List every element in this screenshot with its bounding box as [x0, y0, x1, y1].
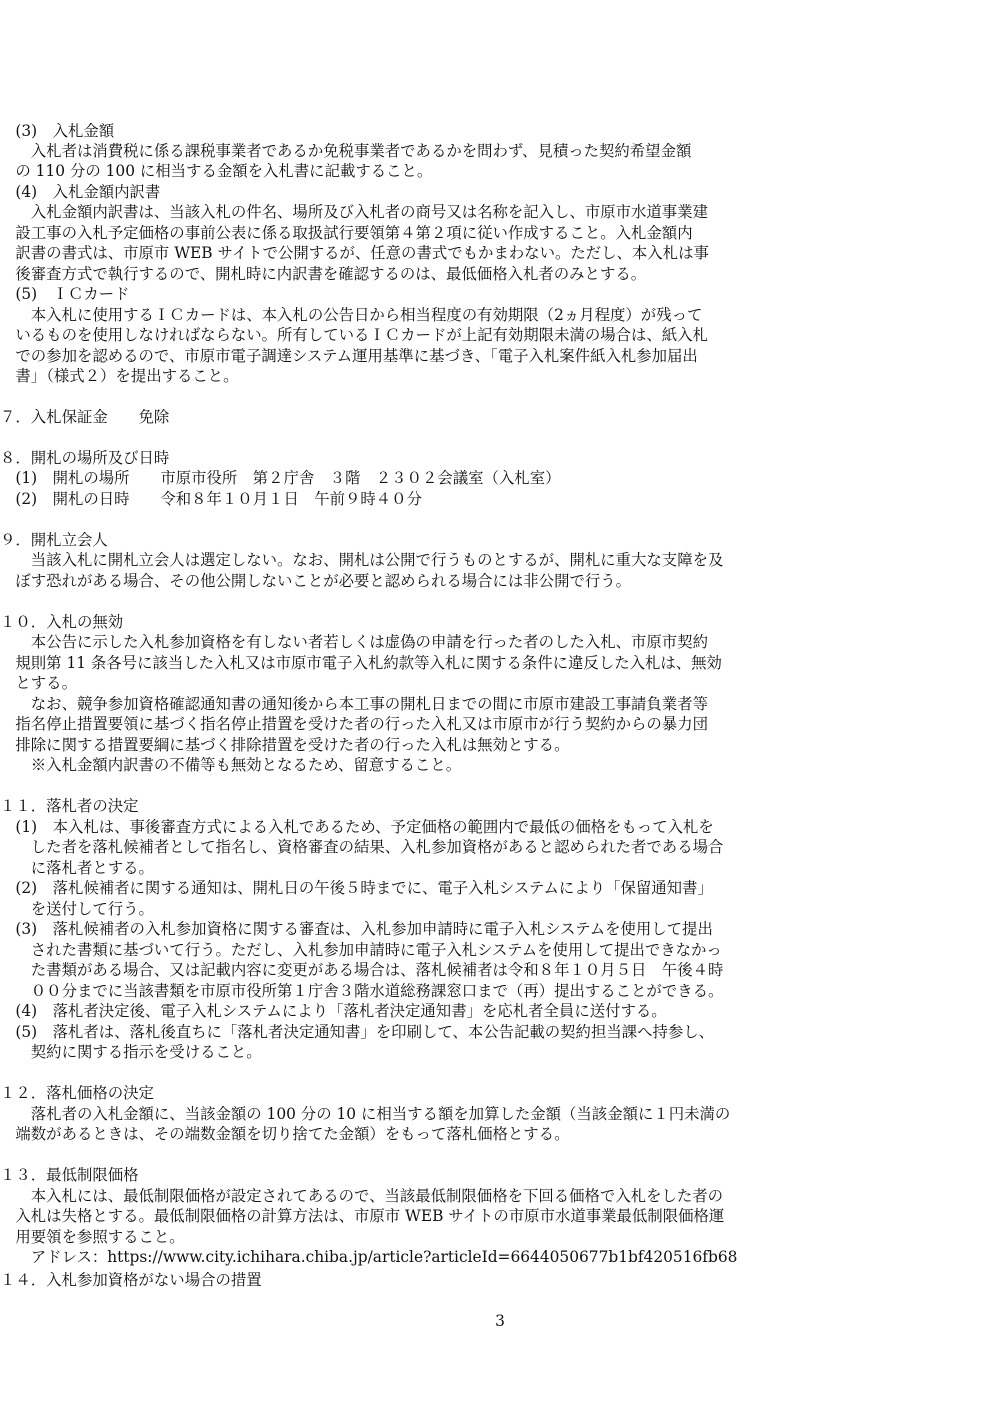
section-8-heading: ８．開札の場所及び日時 [0, 449, 170, 467]
paragraph-line: 入札金額内訳書は、当該入札の件名、場所及び入札者の商号又は名称を記入し、市原市水道事業建 [0, 203, 708, 221]
paragraph-line: に落札者とする。 [0, 859, 154, 877]
paragraph-line: 排除に関する措置要綱に基づく排除措置を受けた者の行った入札は無効とする。 [0, 736, 570, 754]
paragraph-line: た書類がある場合、又は記載内容に変更がある場合は、落札候補者は令和８年１０月５日 午後４時 [0, 961, 724, 979]
paragraph-line: (5) 落札者は、落札後直ちに「落札者決定通知書」を印刷して、本公告記載の契約担当課へ持参し、 [0, 1023, 715, 1041]
paragraph-line: なお、競争参加資格確認通知書の通知後から本工事の開札日までの間に市原市建設工事請負業者等 [0, 695, 708, 713]
paragraph-line: (1) 開札の場所 市原市役所 第２庁舎 ３階 ２３０２会議室（入札室） [0, 469, 561, 487]
paragraph-line: 後審査方式で執行するので、開札時に内訳書を確認するのは、最低価格入札者のみとする。 [0, 265, 647, 283]
paragraph-line: の 110 分の 100 に相当する金額を入札書に記載すること。 [0, 162, 433, 180]
paragraph-line: (2) 開札の日時 令和８年１０月１日 午前９時４０分 [0, 490, 422, 508]
section-13-heading: １３．最低制限価格 [0, 1166, 139, 1184]
paragraph-line: を送付して行う。 [0, 900, 154, 918]
paragraph-line: 契約に関する指示を受けること。 [0, 1043, 262, 1061]
section-6-5-heading: (5) ＩＣカード [0, 285, 130, 303]
section-6-3-heading: (3) 入札金額 [0, 122, 115, 140]
page-number: 3 [495, 1312, 505, 1330]
paragraph-line: 用要領を参照すること。 [0, 1228, 185, 1246]
section-7-heading: ７．入札保証金 免除 [0, 408, 170, 426]
section-6-4-heading: (4) 入札金額内訳書 [0, 183, 161, 201]
paragraph-line: (2) 落札候補者に関する通知は、開札日の午後５時までに、電子入札システムにより「保留通知書」 [0, 879, 713, 897]
section-14-heading: １４．入札参加資格がない場合の措置 [0, 1271, 262, 1289]
paragraph-line: とする。 [0, 674, 77, 692]
address-url: アドレス：https://www.city.ichihara.chiba.jp/article?articleId=6644050677b1bf420516fb68 [0, 1248, 738, 1266]
paragraph-line: 入札者は消費税に係る課税事業者であるか免税事業者であるかを問わず、見積った契約希望金額 [0, 142, 692, 160]
paragraph-line: 規則第 11 条各号に該当した入札又は市原市電子入札約款等入札に関する条件に違反した入札は、無効 [0, 654, 722, 672]
paragraph-line: 書」（様式２）を提出すること。 [0, 367, 239, 385]
paragraph-line: 本入札に使用するＩＣカードは、本入札の公告日から相当程度の有効期限（2ヵ月程度）が残って [0, 306, 703, 324]
paragraph-line: 指名停止措置要領に基づく指名停止措置を受けた者の行った入札又は市原市が行う契約からの暴力団 [0, 715, 708, 733]
section-12-heading: １２．落札価格の決定 [0, 1084, 154, 1102]
paragraph-line: 当該入札に開札立会人は選定しない。なお、開札は公開で行うものとするが、開札に重大な支障を及 [0, 551, 724, 569]
paragraph-line: いるものを使用しなければならない。所有しているＩＣカードが上記有効期限未満の場合は、紙入札 [0, 326, 708, 344]
paragraph-line: (4) 落札者決定後、電子入札システムにより「落札者決定通知書」を応札者全員に送付する。 [0, 1002, 667, 1020]
paragraph-line: 設工事の入札予定価格の事前公表に係る取扱試行要領第４第２項に従い作成すること。入札金額内 [0, 224, 693, 242]
section-9-heading: ９．開札立会人 [0, 531, 108, 549]
paragraph-line: (1) 本入札は、事後審査方式による入札であるため、予定価格の範囲内で最低の価格をもって入札を [0, 818, 714, 836]
paragraph-line: での参加を認めるので、市原市電子調達システム運用基準に基づき、「電子入札案件紙入札参加届出 [0, 347, 698, 365]
paragraph-line: ※入札金額内訳書の不備等も無効となるため、留意すること。 [0, 756, 462, 774]
paragraph-line: 入札は失格とする。最低制限価格の計算方法は、市原市 WEB サイトの市原市水道事業最低制限価格運 [0, 1207, 725, 1225]
paragraph-line: ００分までに当該書類を市原市役所第１庁舎３階水道総務課窓口まで（再）提出することができる。 [0, 982, 724, 1000]
paragraph-line: ぼす恐れがある場合、その他公開しないことが必要と認められる場合には非公開で行う。 [0, 572, 632, 590]
paragraph-line: 本公告に示した入札参加資格を有しない者若しくは虚偽の申請を行った者のした入札、市原市契約 [0, 633, 708, 651]
paragraph-line: 本入札には、最低制限価格が設定されてあるので、当該最低制限価格を下回る価格で入札をした者の [0, 1187, 724, 1205]
paragraph-line: 落札者の入札金額に、当該金額の 100 分の 10 に相当する額を加算した金額（当該金額に１円未満の [0, 1105, 731, 1123]
paragraph-line: 端数があるときは、その端数金額を切り捨てた金額）をもって落札価格とする。 [0, 1125, 570, 1143]
paragraph-line: 訳書の書式は、市原市 WEB サイトで公開するが、任意の書式でもかまわない。ただし、本入札は事 [0, 244, 709, 262]
section-10-heading: １０．入札の無効 [0, 613, 124, 631]
paragraph-line: した者を落札候補者として指名し、資格審査の結果、入札参加資格があると認められた者である場合 [0, 838, 724, 856]
paragraph-line: (3) 落札候補者の入札参加資格に関する審査は、入札参加申請時に電子入札システムを使用して提出 [0, 920, 713, 938]
paragraph-line: された書類に基づいて行う。ただし、入札参加申請時に電子入札システムを使用して提出できなかっ [0, 941, 722, 959]
section-11-heading: １１．落札者の決定 [0, 797, 139, 815]
